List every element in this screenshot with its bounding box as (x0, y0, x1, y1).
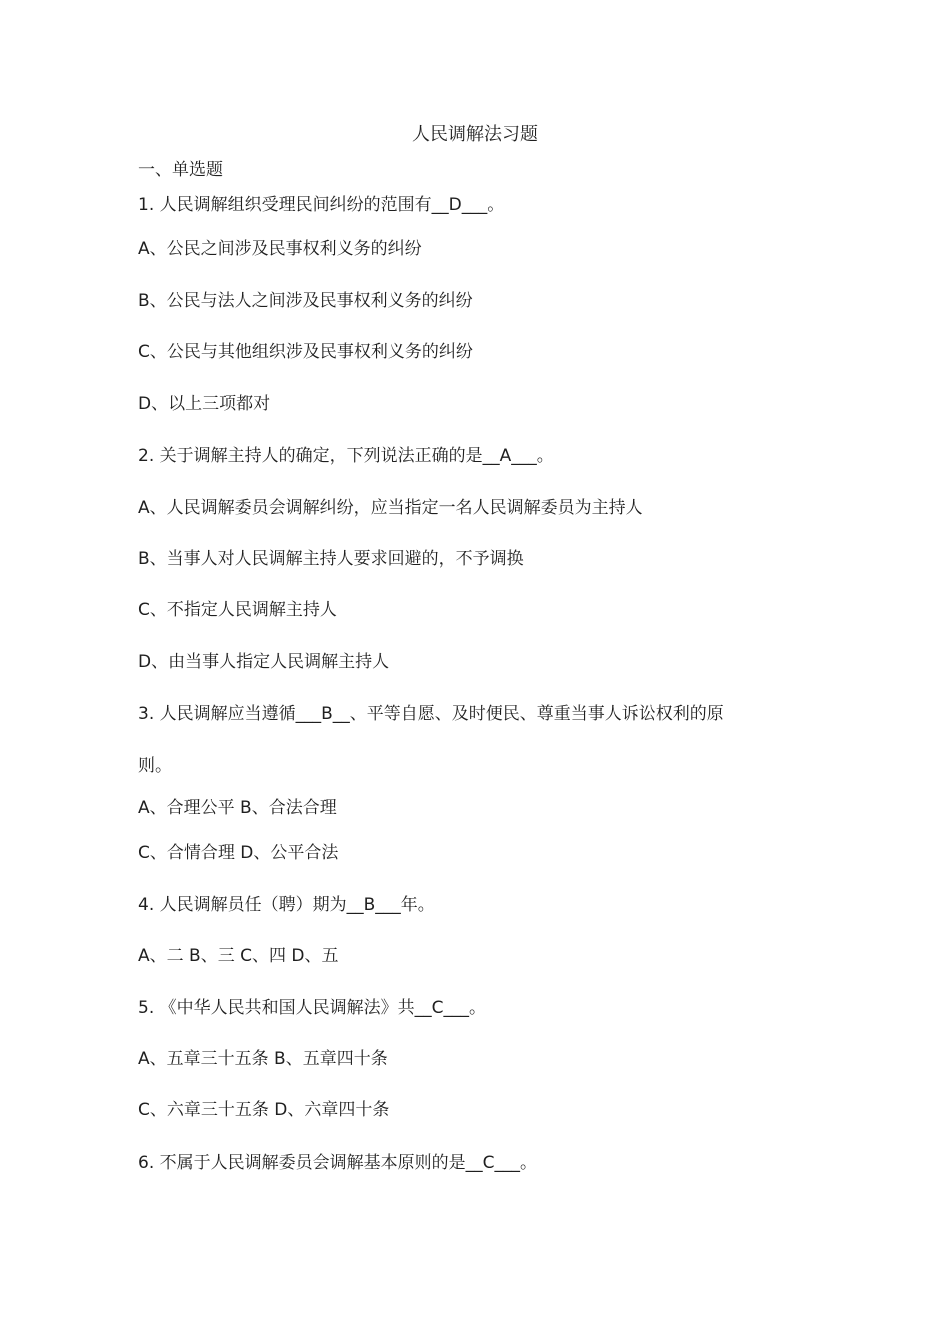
document-title: 人民调解法习题 (412, 124, 538, 145)
question-2: 2. 关于调解主持人的确定，下列说法正确的是__A___。 (138, 446, 554, 466)
option-line: C、六章三十五条 D、六章四十条 (138, 1100, 390, 1120)
question-3: 3. 人民调解应当遵循___B__、平等自愿、及时便民、尊重当事人诉讼权利的原 (138, 704, 724, 724)
option-line: B、公民与法人之间涉及民事权利义务的纠纷 (138, 291, 473, 311)
question-3-continuation: 则。 (138, 756, 172, 776)
option-line: A、人民调解委员会调解纠纷，应当指定一名人民调解委员为主持人 (138, 498, 643, 518)
option-line: C、公民与其他组织涉及民事权利义务的纠纷 (138, 342, 473, 362)
question-1: 1. 人民调解组织受理民间纠纷的范围有__D___。 (138, 195, 505, 215)
option-line: D、由当事人指定人民调解主持人 (138, 652, 390, 672)
question-5: 5. 《中华人民共和国人民调解法》共__C___。 (138, 998, 486, 1018)
option-line: D、以上三项都对 (138, 394, 271, 414)
option-line: A、公民之间涉及民事权利义务的纠纷 (138, 239, 422, 259)
question-6: 6. 不属于人民调解委员会调解基本原则的是__C___。 (138, 1153, 537, 1173)
section-heading: 一、单选题 (138, 160, 223, 180)
option-line: A、五章三十五条 B、五章四十条 (138, 1049, 388, 1069)
option-line: A、合理公平 B、合法合理 (138, 798, 337, 818)
option-line: B、当事人对人民调解主持人要求回避的，不予调换 (138, 549, 524, 569)
question-4: 4. 人民调解员任（聘）期为__B___年。 (138, 895, 435, 915)
option-line: C、不指定人民调解主持人 (138, 600, 337, 620)
option-line: C、合情合理 D、公平合法 (138, 843, 339, 863)
option-line: A、二 B、三 C、四 D、五 (138, 946, 339, 966)
